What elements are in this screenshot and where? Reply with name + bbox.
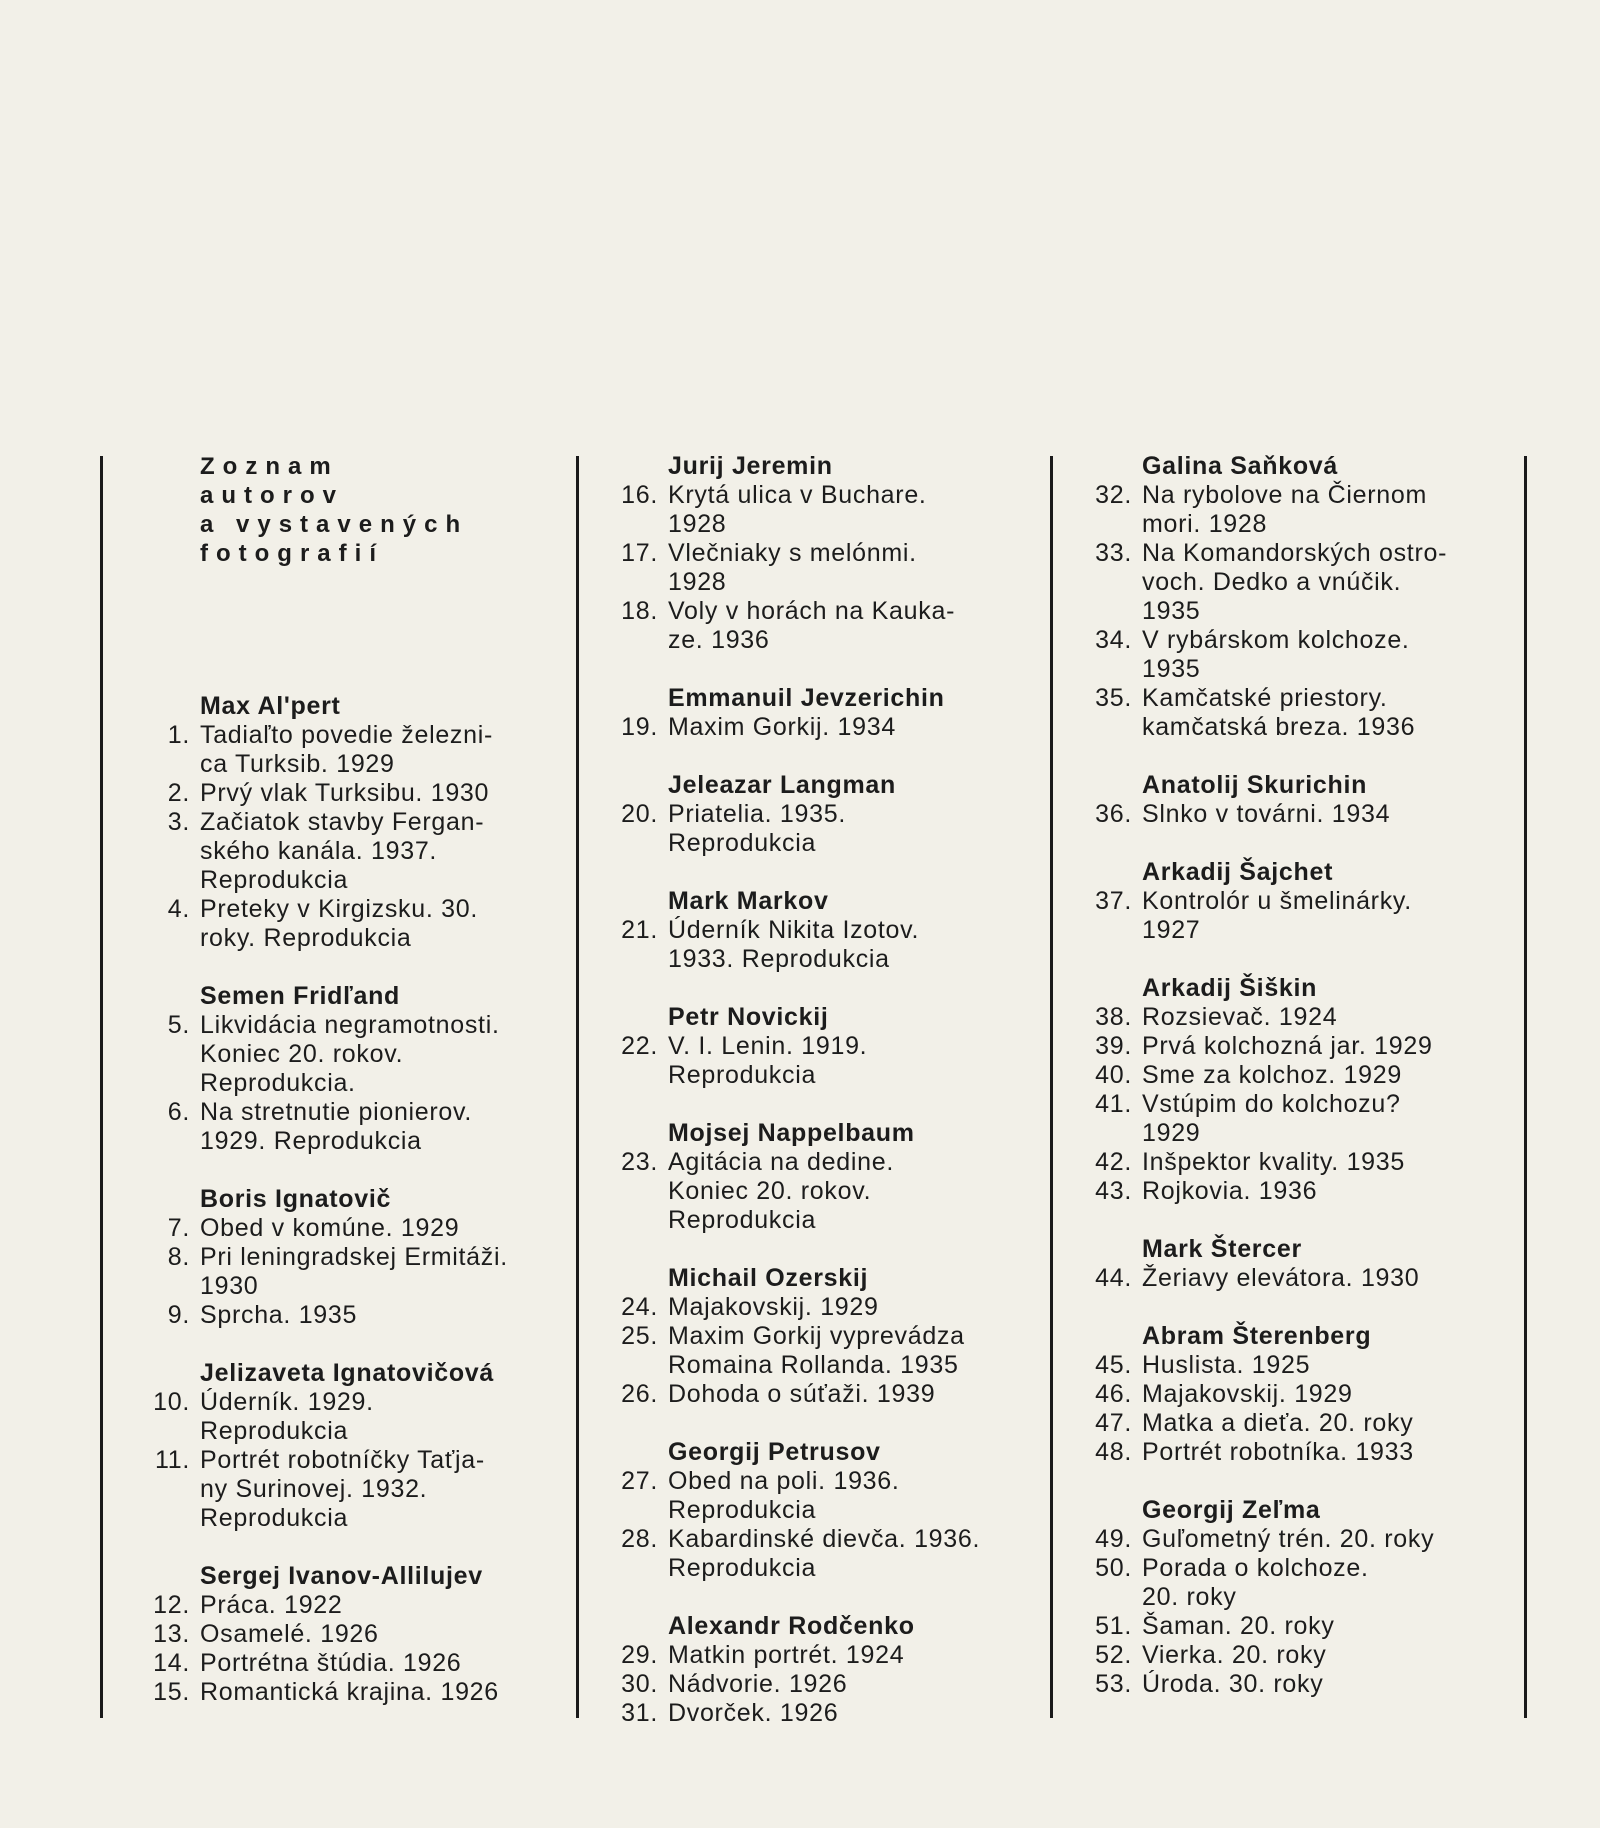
- entry-caption: [1142, 1061, 1512, 1090]
- entry-caption-line: Voly v horách na Kauka-: [668, 597, 956, 625]
- column-2-groups: [618, 452, 1038, 1728]
- entry-number: 37.: [1095, 887, 1132, 915]
- entry-caption-line: ca Turksib. 1929: [200, 750, 395, 778]
- photo-entry: [618, 1641, 1038, 1670]
- entry-caption: [1142, 887, 1512, 945]
- author-group: [1092, 771, 1512, 829]
- author-group: [618, 1264, 1038, 1409]
- photo-entry: [1092, 1148, 1512, 1177]
- entry-caption-line: Úderník Nikita Izotov.: [668, 916, 920, 944]
- column-3: [1092, 452, 1512, 1699]
- entry-caption-line: Preteky v Kirgizsku. 30.: [200, 895, 479, 923]
- entry-caption: [1142, 1380, 1512, 1409]
- column-3-groups: [1092, 452, 1512, 1699]
- entry-caption: [1142, 481, 1512, 539]
- author-name: Sergej Ivanov-Allilujev: [200, 1562, 483, 1590]
- photo-entry: [1092, 1438, 1512, 1467]
- column-rule-right: [1524, 456, 1527, 1718]
- entry-caption: [200, 1649, 550, 1678]
- entry-caption-line: Slnko v továrni. 1934: [1142, 800, 1391, 828]
- entry-number: 49.: [1095, 1525, 1132, 1553]
- author-name: Jeleazar Langman: [668, 771, 896, 799]
- entry-caption-line: Na rybolove na Čiernom: [1142, 481, 1427, 509]
- entry-caption: [1142, 1032, 1512, 1061]
- entry-caption-line: Portrét robotníka. 1933: [1142, 1438, 1414, 1466]
- entry-number: 30.: [621, 1670, 658, 1698]
- entry-caption: [1142, 1090, 1512, 1148]
- entry-caption: [200, 895, 550, 953]
- entry-caption-line: Maxim Gorkij vyprevádza: [668, 1322, 965, 1350]
- author-group: [1092, 1496, 1512, 1699]
- photo-entry: [618, 800, 1038, 858]
- entry-caption-line: Sme za kolchoz. 1929: [1142, 1061, 1402, 1089]
- entry-caption: [200, 1011, 550, 1098]
- entry-number: 27.: [621, 1467, 658, 1495]
- entry-caption-line: 1929. Reprodukcia: [200, 1127, 422, 1155]
- entry-caption-line: Vierka. 20. roky: [1142, 1641, 1327, 1669]
- entry-caption: [668, 539, 1038, 597]
- photo-entry: [150, 1301, 550, 1330]
- author-name: Galina Saňková: [1142, 452, 1338, 480]
- entry-caption-line: Práca. 1922: [200, 1591, 343, 1619]
- entry-caption-line: Reprodukcia: [668, 829, 817, 857]
- entry-caption: [1142, 1351, 1512, 1380]
- entry-caption-line: 1935: [1142, 597, 1201, 625]
- entry-caption: [200, 1301, 550, 1330]
- entry-caption-line: Tadiaľto povedie železni-: [200, 721, 494, 749]
- entry-caption-line: roky. Reprodukcia: [200, 924, 412, 952]
- entry-number: 53.: [1095, 1670, 1132, 1698]
- author-group: [618, 1438, 1038, 1583]
- entry-caption-line: Začiatok stavby Fergan-: [200, 808, 485, 836]
- entry-caption: [668, 1525, 1038, 1583]
- author-name: Jelizaveta Ignatovičová: [200, 1359, 495, 1387]
- author-group: [1092, 1322, 1512, 1467]
- photo-entry: [618, 1699, 1038, 1728]
- entry-caption: [668, 1322, 1038, 1380]
- author-name: Mark Markov: [668, 887, 829, 915]
- entry-caption-line: Likvidácia negramotnosti.: [200, 1011, 500, 1039]
- photo-entry: [618, 1670, 1038, 1699]
- entry-caption: [1142, 1438, 1512, 1467]
- entry-caption-line: Matkin portrét. 1924: [668, 1641, 905, 1669]
- entry-number: 21.: [621, 916, 658, 944]
- entry-caption: [1142, 1525, 1512, 1554]
- photo-entry: [1092, 800, 1512, 829]
- author-group: [618, 1119, 1038, 1235]
- photo-entry: [150, 808, 550, 895]
- entry-number: 2.: [167, 779, 190, 807]
- entry-caption-line: Dvorček. 1926: [668, 1699, 839, 1727]
- author-name: Alexandr Rodčenko: [668, 1612, 915, 1640]
- entry-caption: [1142, 1612, 1512, 1641]
- author-name: Petr Novickij: [668, 1003, 829, 1031]
- entry-number: 4.: [167, 895, 190, 923]
- entry-caption: [668, 481, 1038, 539]
- entry-number: 8.: [167, 1243, 190, 1271]
- author-name: Semen Fridľand: [200, 982, 401, 1010]
- entry-caption-line: ského kanála. 1937.: [200, 837, 438, 865]
- document-title: [200, 452, 550, 568]
- photo-entry: [1092, 1641, 1512, 1670]
- photo-entry: [150, 1591, 550, 1620]
- entry-caption-line: Obed v komúne. 1929: [200, 1214, 460, 1242]
- entry-caption-line: Rojkovia. 1936: [1142, 1177, 1318, 1205]
- photo-entry: [1092, 1264, 1512, 1293]
- entry-caption-line: 1935: [1142, 655, 1201, 683]
- entry-caption-line: Reprodukcia: [668, 1206, 817, 1234]
- entry-caption-line: Na stretnutie pionierov.: [200, 1098, 473, 1126]
- entry-caption: [668, 1293, 1038, 1322]
- entry-caption: [200, 1243, 550, 1301]
- entry-number: 15.: [153, 1678, 190, 1706]
- photo-entry: [618, 597, 1038, 655]
- entry-number: 11.: [155, 1446, 190, 1474]
- entry-number: 48.: [1095, 1438, 1132, 1466]
- entry-number: 3.: [167, 808, 190, 836]
- entry-caption-line: ze. 1936: [668, 626, 770, 654]
- entry-caption: [200, 1678, 550, 1707]
- entry-number: 17.: [621, 539, 658, 567]
- entry-number: 47.: [1095, 1409, 1132, 1437]
- entry-number: 42.: [1095, 1148, 1132, 1176]
- photo-entry: [618, 713, 1038, 742]
- author-group: [1092, 974, 1512, 1206]
- author-group: [150, 982, 550, 1156]
- entry-caption: [1142, 539, 1512, 626]
- author-name: Georgij Petrusov: [668, 1438, 881, 1466]
- author-group: [618, 1003, 1038, 1090]
- photo-entry: [618, 1380, 1038, 1409]
- entry-caption: [1142, 684, 1512, 742]
- author-group: [1092, 452, 1512, 742]
- entry-number: 6.: [167, 1098, 190, 1126]
- entry-caption-line: V. I. Lenin. 1919.: [668, 1032, 868, 1060]
- entry-caption: [200, 1620, 550, 1649]
- author-name: Mark Štercer: [1142, 1235, 1302, 1263]
- entry-caption-line: 1927: [1142, 916, 1201, 944]
- photo-entry: [1092, 1177, 1512, 1206]
- column-rule-center-left: [576, 456, 579, 1718]
- entry-caption: [1142, 1003, 1512, 1032]
- entry-number: 52.: [1095, 1641, 1132, 1669]
- entry-caption-line: mori. 1928: [1142, 510, 1268, 538]
- entry-caption: [1142, 1670, 1512, 1699]
- entry-caption-line: Reprodukcia: [200, 1417, 349, 1445]
- author-group: [618, 684, 1038, 742]
- title-line: autorov: [200, 482, 345, 509]
- photo-entry: [1092, 684, 1512, 742]
- title-line: fotografií: [200, 540, 384, 567]
- entry-caption-line: Portrétna štúdia. 1926: [200, 1649, 462, 1677]
- entry-caption-line: Kabardinské dievča. 1936.: [668, 1525, 981, 1553]
- entry-caption-line: Vstúpim do kolchozu?: [1142, 1090, 1401, 1118]
- entry-number: 16.: [621, 481, 658, 509]
- entry-caption: [1142, 1409, 1512, 1438]
- entry-caption-line: 1928: [668, 568, 727, 596]
- photo-entry: [618, 916, 1038, 974]
- entry-caption: [200, 1446, 550, 1533]
- entry-number: 36.: [1095, 800, 1132, 828]
- author-group: [150, 1562, 550, 1707]
- entry-caption-line: Úroda. 30. roky: [1142, 1670, 1324, 1698]
- entry-caption-line: voch. Dedko a vnúčik.: [1142, 568, 1402, 596]
- author-group: [618, 452, 1038, 655]
- entry-caption: [200, 721, 550, 779]
- entry-caption: [1142, 1641, 1512, 1670]
- entry-number: 34.: [1095, 626, 1132, 654]
- entry-caption-line: Sprcha. 1935: [200, 1301, 358, 1329]
- entry-caption-line: Prvá kolchozná jar. 1929: [1142, 1032, 1433, 1060]
- entry-number: 5.: [167, 1011, 190, 1039]
- entry-caption-line: V rybárskom kolchoze.: [1142, 626, 1410, 654]
- entry-number: 44.: [1095, 1264, 1132, 1292]
- photo-entry: [150, 779, 550, 808]
- entry-number: 46.: [1095, 1380, 1132, 1408]
- entry-caption-line: Reprodukcia: [668, 1061, 817, 1089]
- entry-caption: [1142, 1148, 1512, 1177]
- entry-caption: [668, 1641, 1038, 1670]
- photo-entry: [150, 895, 550, 953]
- entry-number: 33.: [1095, 539, 1132, 567]
- entry-number: 50.: [1095, 1554, 1132, 1582]
- entry-caption-line: Koniec 20. rokov.: [200, 1040, 404, 1068]
- author-name: Arkadij Šiškin: [1142, 974, 1318, 1002]
- author-group: [150, 1359, 550, 1533]
- entry-number: 29.: [621, 1641, 658, 1669]
- entry-caption-line: Žeriavy elevátora. 1930: [1142, 1264, 1420, 1292]
- photo-entry: [618, 1148, 1038, 1235]
- entry-caption: [200, 779, 550, 808]
- entry-number: 12.: [153, 1591, 190, 1619]
- photo-entry: [1092, 626, 1512, 684]
- entry-caption-line: Matka a dieťa. 20. roky: [1142, 1409, 1414, 1437]
- entry-caption-line: Kamčatské priestory.: [1142, 684, 1388, 712]
- entry-number: 19.: [621, 713, 658, 741]
- entry-number: 10.: [153, 1388, 190, 1416]
- entry-caption-line: Krytá ulica v Buchare.: [668, 481, 927, 509]
- entry-caption-line: Agitácia na dedine.: [668, 1148, 894, 1176]
- photo-entry: [618, 1032, 1038, 1090]
- entry-caption-line: kamčatská breza. 1936: [1142, 713, 1416, 741]
- photo-entry: [150, 1388, 550, 1446]
- entry-caption-line: Guľometný trén. 20. roky: [1142, 1525, 1435, 1553]
- entry-caption: [200, 1214, 550, 1243]
- entry-caption: [668, 916, 1038, 974]
- author-name: Emmanuil Jevzerichin: [668, 684, 945, 712]
- entry-number: 24.: [621, 1293, 658, 1321]
- entry-caption-line: Pri leningradskej Ermitáži.: [200, 1243, 508, 1271]
- photo-entry: [150, 1243, 550, 1301]
- entry-caption-line: Vlečniaky s melónmi.: [668, 539, 917, 567]
- author-name: Jurij Jeremin: [668, 452, 833, 480]
- photo-entry: [1092, 481, 1512, 539]
- column-rule-left: [100, 456, 103, 1718]
- entry-number: 1.: [167, 721, 190, 749]
- entry-number: 13.: [153, 1620, 190, 1648]
- entry-number: 26.: [621, 1380, 658, 1408]
- entry-caption: [668, 1670, 1038, 1699]
- entry-caption-line: Reprodukcia: [668, 1554, 817, 1582]
- entry-caption-line: Koniec 20. rokov.: [668, 1177, 872, 1205]
- photo-entry: [1092, 1351, 1512, 1380]
- entry-caption: [1142, 1554, 1512, 1612]
- photo-entry: [618, 1467, 1038, 1525]
- entry-caption-line: Kontrolór u šmelinárky.: [1142, 887, 1412, 915]
- entry-caption-line: Reprodukcia: [668, 1496, 817, 1524]
- entry-caption: [668, 713, 1038, 742]
- entry-caption: [668, 1148, 1038, 1235]
- photo-entry: [150, 1011, 550, 1098]
- title-line: Zoznam: [200, 453, 339, 480]
- entry-caption-line: Úderník. 1929.: [200, 1388, 374, 1416]
- photo-entry: [618, 1322, 1038, 1380]
- author-group: [150, 1185, 550, 1330]
- entry-caption-line: 1928: [668, 510, 727, 538]
- photo-entry: [618, 539, 1038, 597]
- author-name: Boris Ignatovič: [200, 1185, 392, 1213]
- author-group: [618, 771, 1038, 858]
- entry-number: 20.: [621, 800, 658, 828]
- photo-entry: [150, 1620, 550, 1649]
- photo-entry: [1092, 1554, 1512, 1612]
- entry-caption-line: Reprodukcia: [200, 1504, 349, 1532]
- entry-caption-line: Maxim Gorkij. 1934: [668, 713, 896, 741]
- author-group: [1092, 858, 1512, 945]
- entry-number: 18.: [621, 597, 658, 625]
- entry-number: 51.: [1095, 1612, 1132, 1640]
- entry-caption-line: ny Surinovej. 1932.: [200, 1475, 428, 1503]
- author-name: Max Al'pert: [200, 692, 341, 720]
- entry-caption: [668, 597, 1038, 655]
- entry-number: 32.: [1095, 481, 1132, 509]
- entry-caption-line: Reprodukcia: [200, 866, 349, 894]
- entry-caption: [200, 808, 550, 895]
- entry-number: 7.: [167, 1214, 190, 1242]
- entry-caption-line: Prvý vlak Turksibu. 1930: [200, 779, 490, 807]
- column-1: [150, 452, 550, 1707]
- photo-entry: [1092, 1670, 1512, 1699]
- entry-caption-line: Šaman. 20. roky: [1142, 1612, 1335, 1640]
- photo-entry: [150, 1098, 550, 1156]
- photo-entry: [618, 1525, 1038, 1583]
- entry-number: 9.: [167, 1301, 190, 1329]
- photo-entry: [618, 1293, 1038, 1322]
- entry-caption-line: Porada o kolchoze.: [1142, 1554, 1369, 1582]
- entry-number: 25.: [621, 1322, 658, 1350]
- entry-caption-line: Romaina Rollanda. 1935: [668, 1351, 959, 1379]
- entry-caption-line: Inšpektor kvality. 1935: [1142, 1148, 1405, 1176]
- photo-entry: [1092, 1525, 1512, 1554]
- entry-caption: [1142, 1177, 1512, 1206]
- entry-caption-line: Na Komandorských ostro-: [1142, 539, 1448, 567]
- photo-entry: [1092, 1061, 1512, 1090]
- author-name: Abram Šterenberg: [1142, 1322, 1372, 1350]
- entry-caption-line: Majakovskij. 1929: [1142, 1380, 1353, 1408]
- entry-caption-line: Portrét robotníčky Taťja-: [200, 1446, 485, 1474]
- entry-caption-line: Reprodukcia.: [200, 1069, 356, 1097]
- entry-caption-line: Priatelia. 1935.: [668, 800, 846, 828]
- entry-caption: [668, 1699, 1038, 1728]
- photo-entry: [150, 1214, 550, 1243]
- author-group: [1092, 1235, 1512, 1293]
- photo-entry: [1092, 1380, 1512, 1409]
- entry-caption: [200, 1388, 550, 1446]
- author-name: Arkadij Šajchet: [1142, 858, 1334, 886]
- entry-number: 28.: [621, 1525, 658, 1553]
- entry-caption-line: Huslista. 1925: [1142, 1351, 1311, 1379]
- entry-number: 45.: [1095, 1351, 1132, 1379]
- author-group: [150, 692, 550, 953]
- photo-entry: [1092, 1032, 1512, 1061]
- entry-caption: [668, 1032, 1038, 1090]
- entry-caption-line: 1933. Reprodukcia: [668, 945, 890, 973]
- entry-caption-line: Dohoda o súťaži. 1939: [668, 1380, 936, 1408]
- author-name: Mojsej Nappelbaum: [668, 1119, 915, 1147]
- entry-number: 22.: [621, 1032, 658, 1060]
- column-2: [618, 452, 1038, 1728]
- photo-entry: [1092, 1612, 1512, 1641]
- entry-caption-line: Obed na poli. 1936.: [668, 1467, 900, 1495]
- photo-entry: [150, 1649, 550, 1678]
- photo-entry: [1092, 887, 1512, 945]
- photo-entry: [150, 721, 550, 779]
- photo-entry: [618, 481, 1038, 539]
- entry-number: 35.: [1095, 684, 1132, 712]
- entry-number: 14.: [153, 1649, 190, 1677]
- entry-number: 38.: [1095, 1003, 1132, 1031]
- entry-number: 43.: [1095, 1177, 1132, 1205]
- author-group: [618, 1612, 1038, 1728]
- entry-caption-line: 1930: [200, 1272, 259, 1300]
- photo-entry: [1092, 539, 1512, 626]
- column-rule-center-right: [1050, 456, 1053, 1718]
- photo-entry: [1092, 1090, 1512, 1148]
- entry-caption-line: Nádvorie. 1926: [668, 1670, 848, 1698]
- entry-caption: [668, 1467, 1038, 1525]
- photo-entry: [150, 1446, 550, 1533]
- entry-caption: [200, 1098, 550, 1156]
- entry-caption-line: 1929: [1142, 1119, 1201, 1147]
- entry-caption-line: Osamelé. 1926: [200, 1620, 379, 1648]
- entry-caption: [1142, 1264, 1512, 1293]
- author-name: Michail Ozerskij: [668, 1264, 869, 1292]
- entry-caption-line: 20. roky: [1142, 1583, 1237, 1611]
- entry-caption: [200, 1591, 550, 1620]
- photo-entry: [1092, 1409, 1512, 1438]
- photo-entry: [150, 1678, 550, 1707]
- entry-number: 39.: [1095, 1032, 1132, 1060]
- title-line: a vystavených: [200, 511, 469, 538]
- entry-number: 31.: [621, 1699, 658, 1727]
- column-1-groups: [150, 692, 550, 1707]
- entry-caption: [1142, 800, 1512, 829]
- author-name: Anatolij Skurichin: [1142, 771, 1368, 799]
- entry-caption: [668, 1380, 1038, 1409]
- entry-number: 41.: [1095, 1090, 1132, 1118]
- photo-entry: [1092, 1003, 1512, 1032]
- entry-caption: [1142, 626, 1512, 684]
- entry-caption-line: Majakovskij. 1929: [668, 1293, 879, 1321]
- author-name: Georgij Zeľma: [1142, 1496, 1321, 1524]
- entry-number: 40.: [1095, 1061, 1132, 1089]
- entry-number: 23.: [621, 1148, 658, 1176]
- entry-caption: [668, 800, 1038, 858]
- entry-caption-line: Rozsievač. 1924: [1142, 1003, 1338, 1031]
- entry-caption-line: Romantická krajina. 1926: [200, 1678, 499, 1706]
- author-group: [618, 887, 1038, 974]
